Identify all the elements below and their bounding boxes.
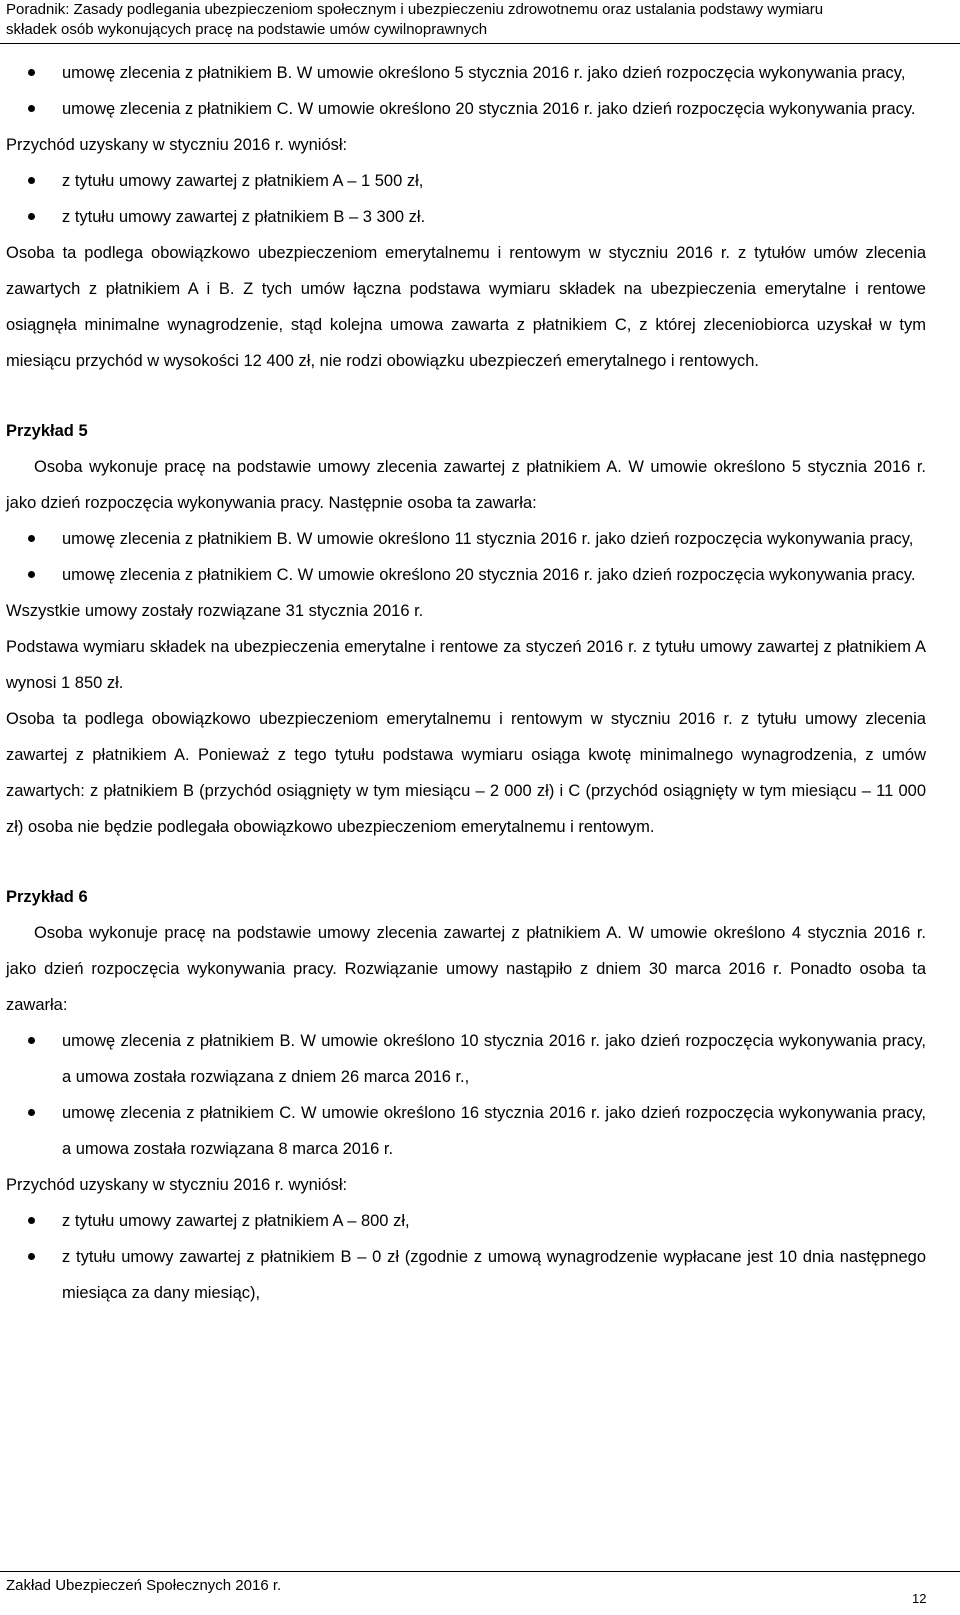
header-title-line1: Poradnik: Zasady podlegania ubezpieczeniom społecznym i ubezpieczeniu zdrowotnemu oraz ustalania podstawy wymiaru: [6, 1, 824, 18]
example-6-income-intro: Przychód uzyskany w styczniu 2016 r. wyniósł:: [6, 1176, 348, 1194]
example-5-paragraph-2: Podstawa wymiaru składek na ubezpieczenia emerytalne i rentowe za styczeń 2016 r. z tytułu umowy zawartej z płatnikiem A wynosi 1 850 zł.: [6, 638, 926, 692]
bullet-icon: [28, 213, 35, 220]
footer-divider: [0, 1571, 960, 1572]
bullet-icon: [28, 69, 35, 76]
header-title-line2: składek osób wykonujących pracę na podstawie umów cywilnoprawnych: [6, 21, 488, 38]
example-5-contract-list: [6, 521, 926, 593]
document-body: [6, 55, 926, 1311]
list-item: umowę zlecenia z płatnikiem C. W umowie określono 20 stycznia 2016 r. jako dzień rozpoczęcia wykonywania pracy.: [6, 91, 926, 127]
example-5-title: Przykład 5: [6, 422, 88, 440]
list-item: umowę zlecenia z płatnikiem C. W umowie określono 20 stycznia 2016 r. jako dzień rozpoczęcia wykonywania pracy.: [6, 557, 926, 593]
list-item: umowę zlecenia z płatnikiem B. W umowie określono 10 stycznia 2016 r. jako dzień rozpoczęcia wykonywania pracy, a umowa została rozwiązana z dniem 26 marca 2016 r.,: [6, 1023, 926, 1095]
header-divider: [0, 43, 960, 44]
list-item: z tytułu umowy zawartej z płatnikiem A – 1 500 zł,: [6, 163, 926, 199]
example-5-paragraph-1: Wszystkie umowy zostały rozwiązane 31 stycznia 2016 r.: [6, 602, 424, 620]
list-item: umowę zlecenia z płatnikiem B. W umowie określono 5 stycznia 2016 r. jako dzień rozpoczęcia wykonywania pracy,: [6, 55, 926, 91]
income-intro: Przychód uzyskany w styczniu 2016 r. wyniósł:: [6, 136, 348, 154]
list-item: umowę zlecenia z płatnikiem B. W umowie określono 11 stycznia 2016 r. jako dzień rozpoczęcia wykonywania pracy,: [6, 521, 926, 557]
bullet-icon: [28, 535, 35, 542]
example-5-paragraph-3: Osoba ta podlega obowiązkowo ubezpieczeniom emerytalnemu i rentowym w styczniu 2016 r. z tytułu umowy zlecenia zawartej z płatnikiem A. Ponieważ z tego tytułu podstawa wymiaru osiąga kwotę minimalnego wynagrodzenia, z umów zawartych: z płatnikiem B (przychód osiągnięty w tym miesiącu – 2 000 zł) i C (przychód osiągnięty w tym miesiącu – 11 000 zł) osoba nie będzie podlegała obowiązkowo ubezpieczeniom emerytalnemu i rentowym.: [6, 710, 926, 836]
list-item: umowę zlecenia z płatnikiem C. W umowie określono 16 stycznia 2016 r. jako dzień rozpoczęcia wykonywania pracy, a umowa została rozwiązana 8 marca 2016 r.: [6, 1095, 926, 1167]
bullet-icon: [28, 105, 35, 112]
bullet-icon: [28, 571, 35, 578]
bullet-icon: [28, 1217, 35, 1224]
example-6-contract-list: [6, 1023, 926, 1167]
page-header: [6, 0, 926, 40]
list-item: z tytułu umowy zawartej z płatnikiem B – 3 300 zł.: [6, 199, 926, 235]
bullet-icon: [28, 1109, 35, 1116]
bullet-icon: [28, 177, 35, 184]
conclusion-paragraph: Osoba ta podlega obowiązkowo ubezpieczeniom emerytalnemu i rentowym w styczniu 2016 r. z tytułów umów zlecenia zawartych z płatnikiem A i B. Z tych umów łączna podstawa wymiaru składek na ubezpieczenia emerytalne i rentowe osiągnęła minimalne wynagrodzenie, stąd kolejna umowa zawarta z płatnikiem C, z której zleceniobiorca uzyskał w tym miesiącu przychód w wysokości 12 400 zł, nie rodzi obowiązku ubezpieczeń emerytalnego i rentowych.: [6, 244, 926, 370]
list-item: z tytułu umowy zawartej z płatnikiem B – 0 zł (zgodnie z umową wynagrodzenie wypłacane jest 10 dnia następnego miesiąca za dany miesiąc),: [6, 1239, 926, 1311]
footer-publisher: Zakład Ubezpieczeń Społecznych 2016 r.: [6, 1577, 282, 1594]
page-number: 12: [912, 1591, 927, 1606]
income-list: [6, 163, 926, 235]
list-item: z tytułu umowy zawartej z płatnikiem A – 800 zł,: [6, 1203, 926, 1239]
bullet-icon: [28, 1037, 35, 1044]
example-6-income-list: [6, 1203, 926, 1311]
example-6-title: Przykład 6: [6, 888, 88, 906]
contract-list: [6, 55, 926, 127]
bullet-icon: [28, 1253, 35, 1260]
example-6-intro: Osoba wykonuje pracę na podstawie umowy zlecenia zawartej z płatnikiem A. W umowie określono 4 stycznia 2016 r. jako dzień rozpoczęcia wykonywania pracy. Rozwiązanie umowy nastąpiło z dniem 30 marca 2016 r. Ponadto osoba ta zawarła:: [6, 924, 926, 1014]
example-5-intro: Osoba wykonuje pracę na podstawie umowy zlecenia zawartej z płatnikiem A. W umowie określono 5 stycznia 2016 r. jako dzień rozpoczęcia wykonywania pracy. Następnie osoba ta zawarła:: [6, 458, 926, 512]
